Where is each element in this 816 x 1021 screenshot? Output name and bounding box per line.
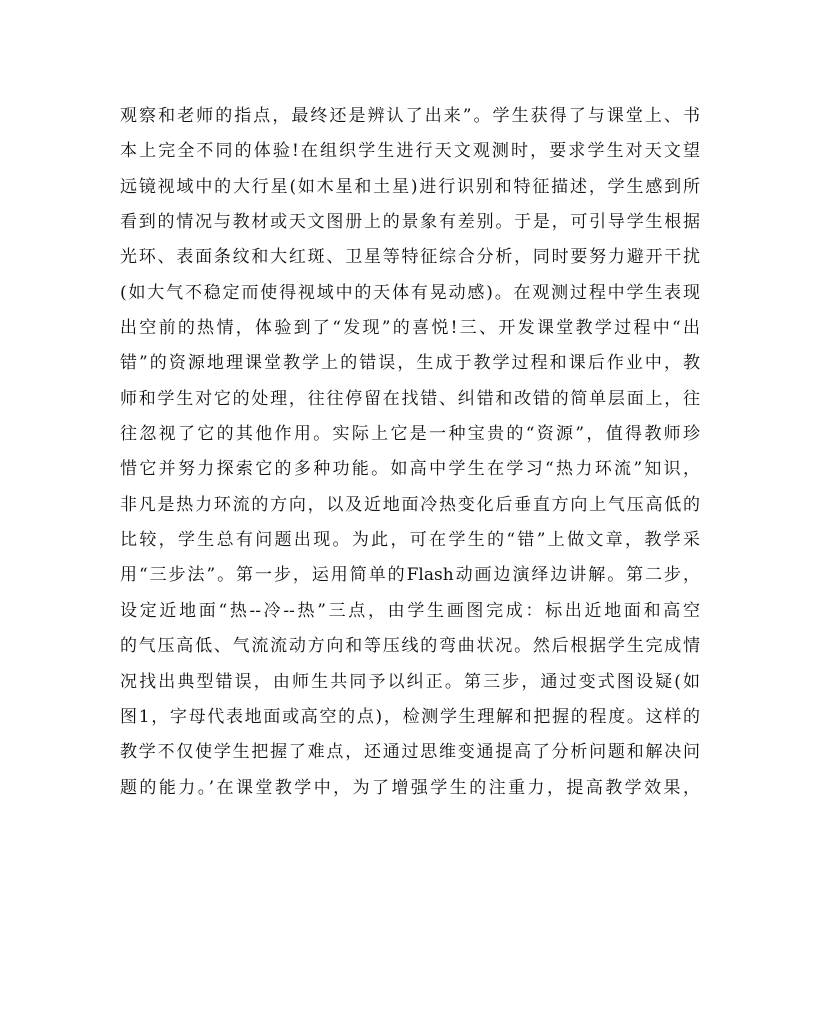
text-line: 师和学生对它的处理，往往停留在找错、纠错和改错的简单层面上，往	[120, 388, 700, 409]
text-line: 用“三步法”。第一步，运用简单的Flash动画边演绎边讲解。第二步，	[120, 565, 700, 586]
text-line: 况找出典型错误，由师生共同予以纠正。第三步，通过变式图设疑(如	[120, 671, 700, 692]
text-line: 远镜视域中的大行星(如木星和土星)进行识别和特征描述，学生感到所	[120, 176, 700, 197]
text-line: 惜它并努力探索它的多种功能。如高中学生在学习“热力环流”知识，	[120, 459, 700, 480]
text-line: 错”的资源地理课堂教学上的错误，生成于教学过程和课后作业中，教	[120, 353, 700, 374]
text-line: 设定近地面“热--冷--热”三点，由学生画图完成：标出近地面和高空	[120, 600, 700, 621]
text-line: 图1，字母代表地面或高空的点)，检测学生理解和把握的程度。这样的	[120, 706, 700, 727]
text-line: 非凡是热力环流的方向，以及近地面冷热变化后垂直方向上气压高低的	[120, 494, 700, 515]
text-line: 题的能力。’在课堂教学中，为了增强学生的注重力，提高教学效果，	[120, 777, 700, 798]
text-line: 教学不仅使学生把握了难点，还通过思维变通提高了分析问题和解决问	[120, 742, 700, 763]
text-line: 出空前的热情，体验到了“发现”的喜悦!三、开发课堂教学过程中“出	[120, 318, 700, 339]
text-line: 看到的情况与教材或天文图册上的景象有差别。于是，可引导学生根据	[120, 212, 700, 233]
text-line: 本上完全不同的体验!在组织学生进行天文观测时，要求学生对天文望	[120, 141, 700, 162]
text-line: 的气压高低、气流流动方向和等压线的弯曲状况。然后根据学生完成情	[120, 636, 700, 657]
text-line: 比较，学生总有问题出现。为此，可在学生的“错”上做文章，教学采	[120, 530, 700, 551]
text-line: 观察和老师的指点，最终还是辨认了出来”。学生获得了与课堂上、书	[120, 106, 700, 126]
body-text	[120, 99, 700, 806]
text-line: (如大气不稳定而使得视域中的天体有晃动感)。在观测过程中学生表现	[120, 282, 700, 303]
text-line: 往忽视了它的其他作用。实际上它是一种宝贵的“资源”，值得教师珍	[120, 424, 700, 445]
text-line: 光环、表面条纹和大红斑、卫星等特征综合分析，同时要努力避开干扰	[120, 247, 700, 268]
